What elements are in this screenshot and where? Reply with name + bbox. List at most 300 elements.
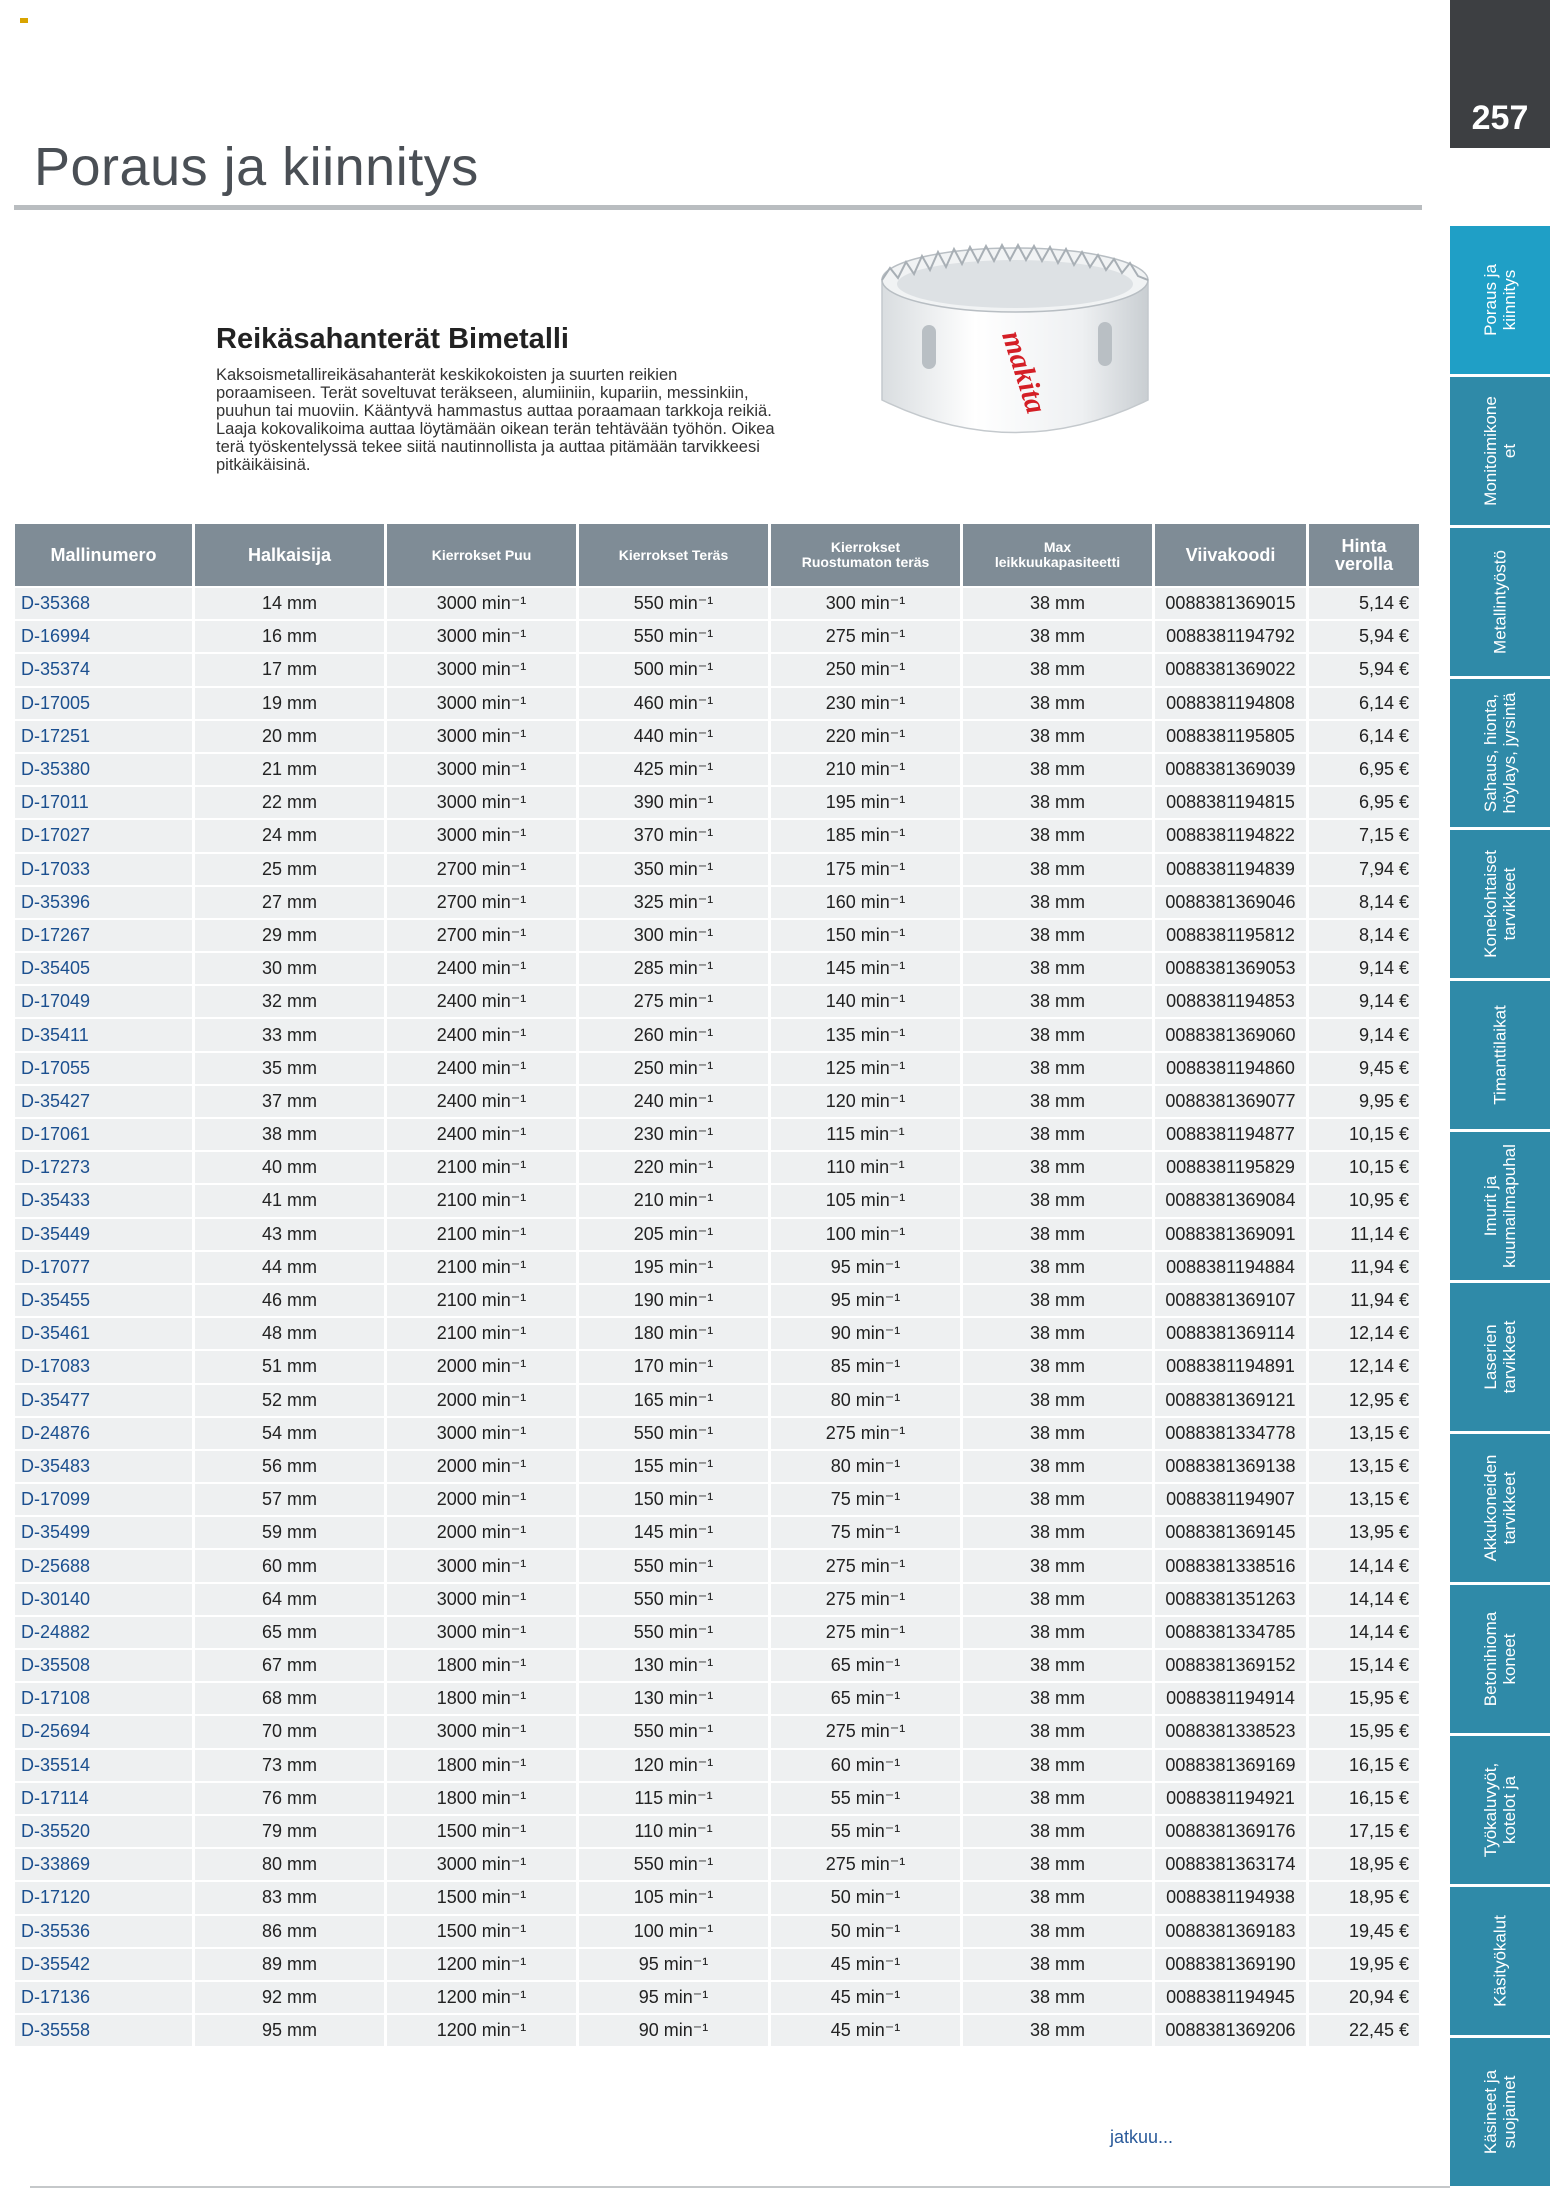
col-rpm-steel-cell: 550 min⁻¹ [579,621,768,652]
sidebar-tab[interactable] [1450,1434,1550,1582]
col-rpm-steel-cell: 190 min⁻¹ [579,1285,768,1316]
col-rpm-stainless-cell: 75 min⁻¹ [771,1517,960,1548]
col-max-capacity-cell: 38 mm [963,1949,1152,1980]
col-max-capacity-cell: 38 mm [963,1318,1152,1349]
header-col-diameter: Halkaisija [195,524,384,586]
sidebar-tab-label: Akkukoneiden tarvikkeet [1481,1454,1519,1562]
col-model-cell[interactable]: D-17136 [15,1982,192,2013]
col-max-capacity-cell: 38 mm [963,754,1152,785]
col-rpm-stainless-cell: 100 min⁻¹ [771,1219,960,1250]
corner-mark [20,18,28,23]
col-diameter-cell: 22 mm [195,787,384,818]
col-max-capacity-cell: 38 mm [963,820,1152,851]
col-model-cell[interactable]: D-35396 [15,887,192,918]
col-barcode-cell: 0088381195812 [1155,920,1306,951]
col-model-cell[interactable]: D-17083 [15,1351,192,1382]
col-max-capacity-cell: 38 mm [963,1750,1152,1781]
col-model-cell[interactable]: D-35427 [15,1086,192,1117]
table-row [15,688,1419,719]
col-price-cell: 5,94 € [1309,621,1419,652]
col-diameter-cell: 64 mm [195,1584,384,1615]
sidebar-tab[interactable] [1450,679,1550,827]
col-max-capacity-cell: 38 mm [963,1185,1152,1216]
col-rpm-stainless-cell: 275 min⁻¹ [771,1716,960,1747]
col-model-cell[interactable]: D-35542 [15,1949,192,1980]
col-barcode-cell: 0088381194808 [1155,688,1306,719]
table-row [15,1617,1419,1648]
col-rpm-wood-cell: 2400 min⁻¹ [387,986,576,1017]
table-row [15,1882,1419,1913]
col-max-capacity-cell: 38 mm [963,1816,1152,1847]
col-price-cell: 22,45 € [1309,2015,1419,2046]
col-price-cell: 9,45 € [1309,1053,1419,1084]
table-row [15,986,1419,1017]
sidebar-tab[interactable] [1450,1132,1550,1280]
col-model-cell[interactable]: D-35433 [15,1185,192,1216]
sidebar-tab[interactable] [1450,830,1550,978]
col-rpm-steel-cell: 240 min⁻¹ [579,1086,768,1117]
col-rpm-stainless-cell: 55 min⁻¹ [771,1783,960,1814]
col-model-cell[interactable]: D-17251 [15,721,192,752]
col-model-cell[interactable]: D-35449 [15,1219,192,1250]
product-table [12,522,1422,2048]
col-price-cell: 15,95 € [1309,1716,1419,1747]
table-row [15,1152,1419,1183]
col-rpm-stainless-cell: 220 min⁻¹ [771,721,960,752]
col-barcode-cell: 0088381194822 [1155,820,1306,851]
col-price-cell: 13,15 € [1309,1484,1419,1515]
col-rpm-steel-cell: 95 min⁻¹ [579,1982,768,2013]
col-rpm-wood-cell: 3000 min⁻¹ [387,654,576,685]
col-rpm-steel-cell: 350 min⁻¹ [579,854,768,885]
col-diameter-cell: 52 mm [195,1385,384,1416]
col-model-cell[interactable]: D-17027 [15,820,192,851]
col-barcode-cell: 0088381194860 [1155,1053,1306,1084]
col-rpm-steel-cell: 195 min⁻¹ [579,1252,768,1283]
col-rpm-stainless-cell: 140 min⁻¹ [771,986,960,1017]
table-row [15,1451,1419,1482]
col-price-cell: 11,94 € [1309,1252,1419,1283]
sidebar-tab[interactable] [1450,1585,1550,1733]
col-rpm-wood-cell: 2100 min⁻¹ [387,1252,576,1283]
col-rpm-wood-cell: 1800 min⁻¹ [387,1650,576,1681]
col-rpm-stainless-cell: 275 min⁻¹ [771,1849,960,1880]
col-max-capacity-cell: 38 mm [963,621,1152,652]
col-max-capacity-cell: 38 mm [963,1650,1152,1681]
col-rpm-steel-cell: 150 min⁻¹ [579,1484,768,1515]
table-row [15,820,1419,851]
col-rpm-stainless-cell: 135 min⁻¹ [771,1019,960,1050]
col-rpm-wood-cell: 2400 min⁻¹ [387,1119,576,1150]
col-price-cell: 10,95 € [1309,1185,1419,1216]
col-model-cell[interactable]: D-35558 [15,2015,192,2046]
col-max-capacity-cell: 38 mm [963,1053,1152,1084]
col-model-cell[interactable]: D-17120 [15,1882,192,1913]
col-barcode-cell: 0088381334785 [1155,1617,1306,1648]
col-diameter-cell: 89 mm [195,1949,384,1980]
col-rpm-steel-cell: 500 min⁻¹ [579,654,768,685]
col-model-cell[interactable]: D-35455 [15,1285,192,1316]
col-rpm-steel-cell: 170 min⁻¹ [579,1351,768,1382]
col-max-capacity-cell: 38 mm [963,1451,1152,1482]
col-max-capacity-cell: 38 mm [963,1484,1152,1515]
header-col-price: Hinta verolla [1309,524,1419,586]
col-max-capacity-cell: 38 mm [963,721,1152,752]
sidebar-tab-label: Käsineet ja suojaimet [1481,2069,1519,2155]
col-max-capacity-cell: 38 mm [963,1418,1152,1449]
col-rpm-stainless-cell: 45 min⁻¹ [771,1982,960,2013]
sidebar-tab[interactable] [1450,1736,1550,1884]
col-rpm-stainless-cell: 275 min⁻¹ [771,1617,960,1648]
col-price-cell: 19,95 € [1309,1949,1419,1980]
table-row [15,588,1419,619]
col-max-capacity-cell: 38 mm [963,1119,1152,1150]
col-rpm-stainless-cell: 95 min⁻¹ [771,1285,960,1316]
col-diameter-cell: 43 mm [195,1219,384,1250]
col-model-cell[interactable]: D-35477 [15,1385,192,1416]
col-barcode-cell: 0088381351263 [1155,1584,1306,1615]
table-row [15,721,1419,752]
col-rpm-wood-cell: 3000 min⁻¹ [387,1849,576,1880]
col-diameter-cell: 30 mm [195,953,384,984]
sidebar-tab-label: Poraus ja kiinnitys [1481,264,1519,336]
col-price-cell: 6,95 € [1309,787,1419,818]
col-price-cell: 9,95 € [1309,1086,1419,1117]
col-model-cell[interactable]: D-17005 [15,688,192,719]
col-max-capacity-cell: 38 mm [963,654,1152,685]
col-diameter-cell: 54 mm [195,1418,384,1449]
table-row [15,1285,1419,1316]
col-diameter-cell: 38 mm [195,1119,384,1150]
sidebar-tab[interactable] [1450,1283,1550,1431]
col-price-cell: 11,94 € [1309,1285,1419,1316]
col-rpm-stainless-cell: 250 min⁻¹ [771,654,960,685]
table-body [15,588,1419,2046]
col-rpm-wood-cell: 3000 min⁻¹ [387,787,576,818]
col-model-cell[interactable]: D-17114 [15,1783,192,1814]
col-price-cell: 9,14 € [1309,986,1419,1017]
col-model-cell[interactable]: D-35368 [15,588,192,619]
col-max-capacity-cell: 38 mm [963,1716,1152,1747]
table-row [15,754,1419,785]
sidebar-tab[interactable] [1450,2038,1550,2186]
col-model-cell[interactable]: D-24876 [15,1418,192,1449]
col-model-cell[interactable]: D-17108 [15,1683,192,1714]
col-price-cell: 5,14 € [1309,588,1419,619]
col-diameter-cell: 33 mm [195,1019,384,1050]
col-barcode-cell: 0088381338516 [1155,1550,1306,1581]
col-rpm-stainless-cell: 150 min⁻¹ [771,920,960,951]
col-barcode-cell: 0088381369053 [1155,953,1306,984]
col-diameter-cell: 59 mm [195,1517,384,1548]
table-row [15,1849,1419,1880]
page-number: 257 [1471,99,1529,137]
col-model-cell[interactable]: D-25688 [15,1550,192,1581]
col-price-cell: 18,95 € [1309,1849,1419,1880]
col-diameter-cell: 44 mm [195,1252,384,1283]
sidebar-tab[interactable] [1450,226,1550,374]
col-model-cell[interactable]: D-35514 [15,1750,192,1781]
sidebar-tab-label: Käsityökalut [1490,1915,1510,2007]
col-max-capacity-cell: 38 mm [963,1152,1152,1183]
col-rpm-steel-cell: 155 min⁻¹ [579,1451,768,1482]
col-rpm-wood-cell: 2000 min⁻¹ [387,1451,576,1482]
col-model-cell[interactable]: D-35508 [15,1650,192,1681]
table-row [15,1385,1419,1416]
col-max-capacity-cell: 38 mm [963,588,1152,619]
col-rpm-wood-cell: 3000 min⁻¹ [387,1584,576,1615]
table-row [15,1716,1419,1747]
sidebar-tab[interactable] [1450,1887,1550,2035]
col-diameter-cell: 35 mm [195,1053,384,1084]
col-barcode-cell: 0088381194815 [1155,787,1306,818]
col-rpm-steel-cell: 95 min⁻¹ [579,1949,768,1980]
col-model-cell[interactable]: D-35536 [15,1916,192,1947]
col-model-cell[interactable]: D-30140 [15,1584,192,1615]
col-rpm-steel-cell: 390 min⁻¹ [579,787,768,818]
col-max-capacity-cell: 38 mm [963,1916,1152,1947]
product-brand-logo: makita [995,326,1053,418]
col-rpm-wood-cell: 1500 min⁻¹ [387,1816,576,1847]
header-col-barcode: Viivakoodi [1155,524,1306,586]
col-model-cell[interactable]: D-17077 [15,1252,192,1283]
col-model-cell[interactable]: D-24882 [15,1617,192,1648]
col-rpm-steel-cell: 115 min⁻¹ [579,1783,768,1814]
col-diameter-cell: 40 mm [195,1152,384,1183]
col-barcode-cell: 0088381194853 [1155,986,1306,1017]
sidebar-tab[interactable] [1450,528,1550,676]
col-model-cell[interactable]: D-33869 [15,1849,192,1880]
col-rpm-steel-cell: 250 min⁻¹ [579,1053,768,1084]
sidebar-tab[interactable] [1450,981,1550,1129]
table-row [15,1086,1419,1117]
col-price-cell: 14,14 € [1309,1550,1419,1581]
col-model-cell[interactable]: D-17033 [15,854,192,885]
col-barcode-cell: 0088381194839 [1155,854,1306,885]
col-model-cell[interactable]: D-17267 [15,920,192,951]
col-max-capacity-cell: 38 mm [963,1584,1152,1615]
col-rpm-stainless-cell: 105 min⁻¹ [771,1185,960,1216]
col-model-cell[interactable]: D-35461 [15,1318,192,1349]
col-price-cell: 12,14 € [1309,1318,1419,1349]
table-row [15,1185,1419,1216]
col-max-capacity-cell: 38 mm [963,1086,1152,1117]
col-diameter-cell: 67 mm [195,1650,384,1681]
col-barcode-cell: 0088381194921 [1155,1783,1306,1814]
col-price-cell: 16,15 € [1309,1750,1419,1781]
table-row [15,1683,1419,1714]
col-price-cell: 12,95 € [1309,1385,1419,1416]
col-diameter-cell: 80 mm [195,1849,384,1880]
col-rpm-steel-cell: 260 min⁻¹ [579,1019,768,1050]
col-price-cell: 20,94 € [1309,1982,1419,2013]
col-diameter-cell: 19 mm [195,688,384,719]
col-rpm-wood-cell: 2100 min⁻¹ [387,1185,576,1216]
product-title: Reikäsahanterät Bimetalli [216,323,569,355]
col-rpm-steel-cell: 130 min⁻¹ [579,1650,768,1681]
col-price-cell: 19,45 € [1309,1916,1419,1947]
col-rpm-stainless-cell: 50 min⁻¹ [771,1882,960,1913]
sidebar-tab-label: Sahaus, hionta, höylays, jyrsintä [1481,692,1519,814]
col-max-capacity-cell: 38 mm [963,1252,1152,1283]
col-barcode-cell: 0088381369077 [1155,1086,1306,1117]
col-barcode-cell: 0088381194792 [1155,621,1306,652]
col-barcode-cell: 0088381194891 [1155,1351,1306,1382]
col-price-cell: 13,15 € [1309,1451,1419,1482]
col-rpm-stainless-cell: 110 min⁻¹ [771,1152,960,1183]
table-row [15,1750,1419,1781]
col-rpm-steel-cell: 100 min⁻¹ [579,1916,768,1947]
table-header-row [15,524,1419,586]
col-model-cell[interactable]: D-35520 [15,1816,192,1847]
table-row [15,2015,1419,2046]
col-diameter-cell: 68 mm [195,1683,384,1714]
col-rpm-wood-cell: 3000 min⁻¹ [387,588,576,619]
col-max-capacity-cell: 38 mm [963,1285,1152,1316]
col-rpm-steel-cell: 205 min⁻¹ [579,1219,768,1250]
col-diameter-cell: 20 mm [195,721,384,752]
table-row [15,1418,1419,1449]
col-rpm-stainless-cell: 115 min⁻¹ [771,1119,960,1150]
header-col-model: Mallinumero [15,524,192,586]
col-price-cell: 9,14 € [1309,1019,1419,1050]
col-rpm-wood-cell: 2700 min⁻¹ [387,887,576,918]
table-row [15,1584,1419,1615]
col-diameter-cell: 65 mm [195,1617,384,1648]
col-rpm-steel-cell: 550 min⁻¹ [579,1849,768,1880]
col-rpm-stainless-cell: 185 min⁻¹ [771,820,960,851]
col-price-cell: 13,95 € [1309,1517,1419,1548]
col-barcode-cell: 0088381363174 [1155,1849,1306,1880]
col-barcode-cell: 0088381369022 [1155,654,1306,685]
col-model-cell[interactable]: D-35380 [15,754,192,785]
col-rpm-steel-cell: 145 min⁻¹ [579,1517,768,1548]
col-barcode-cell: 0088381194884 [1155,1252,1306,1283]
col-model-cell[interactable]: D-35405 [15,953,192,984]
col-barcode-cell: 0088381369091 [1155,1219,1306,1250]
col-rpm-stainless-cell: 80 min⁻¹ [771,1451,960,1482]
col-rpm-stainless-cell: 300 min⁻¹ [771,588,960,619]
col-rpm-stainless-cell: 65 min⁻¹ [771,1650,960,1681]
col-model-cell[interactable]: D-17061 [15,1119,192,1150]
col-rpm-wood-cell: 2000 min⁻¹ [387,1517,576,1548]
col-rpm-steel-cell: 550 min⁻¹ [579,588,768,619]
col-model-cell[interactable]: D-17055 [15,1053,192,1084]
col-max-capacity-cell: 38 mm [963,1219,1152,1250]
col-model-cell[interactable]: D-17011 [15,787,192,818]
col-rpm-stainless-cell: 145 min⁻¹ [771,953,960,984]
table-row [15,1650,1419,1681]
col-rpm-wood-cell: 3000 min⁻¹ [387,1550,576,1581]
col-max-capacity-cell: 38 mm [963,688,1152,719]
col-model-cell[interactable]: D-35374 [15,654,192,685]
col-model-cell[interactable]: D-25694 [15,1716,192,1747]
col-price-cell: 8,14 € [1309,887,1419,918]
col-model-cell[interactable]: D-35411 [15,1019,192,1050]
col-rpm-wood-cell: 2400 min⁻¹ [387,1086,576,1117]
col-model-cell[interactable]: D-17099 [15,1484,192,1515]
col-rpm-stainless-cell: 275 min⁻¹ [771,1418,960,1449]
sidebar-tab[interactable] [1450,377,1550,525]
col-rpm-wood-cell: 2100 min⁻¹ [387,1318,576,1349]
col-model-cell[interactable]: D-16994 [15,621,192,652]
table-row [15,1484,1419,1515]
col-rpm-stainless-cell: 50 min⁻¹ [771,1916,960,1947]
col-price-cell: 5,94 € [1309,654,1419,685]
col-diameter-cell: 57 mm [195,1484,384,1515]
header-col-rpm-steel: Kierrokset Teräs [579,524,768,586]
col-rpm-wood-cell: 2400 min⁻¹ [387,1053,576,1084]
table-row [15,854,1419,885]
col-model-cell[interactable]: D-35483 [15,1451,192,1482]
col-rpm-stainless-cell: 175 min⁻¹ [771,854,960,885]
col-diameter-cell: 25 mm [195,854,384,885]
col-barcode-cell: 0088381369084 [1155,1185,1306,1216]
table-row [15,1351,1419,1382]
col-model-cell[interactable]: D-35499 [15,1517,192,1548]
col-price-cell: 17,15 € [1309,1816,1419,1847]
section-sidebar [1450,226,1550,2189]
col-diameter-cell: 21 mm [195,754,384,785]
col-rpm-stainless-cell: 125 min⁻¹ [771,1053,960,1084]
col-barcode-cell: 0088381194938 [1155,1882,1306,1913]
col-max-capacity-cell: 38 mm [963,920,1152,951]
col-rpm-wood-cell: 3000 min⁻¹ [387,621,576,652]
col-rpm-steel-cell: 90 min⁻¹ [579,2015,768,2046]
col-rpm-wood-cell: 2100 min⁻¹ [387,1219,576,1250]
col-price-cell: 7,15 € [1309,820,1419,851]
col-rpm-steel-cell: 550 min⁻¹ [579,1617,768,1648]
col-rpm-steel-cell: 230 min⁻¹ [579,1119,768,1150]
col-barcode-cell: 0088381369152 [1155,1650,1306,1681]
col-max-capacity-cell: 38 mm [963,953,1152,984]
col-rpm-steel-cell: 120 min⁻¹ [579,1750,768,1781]
col-diameter-cell: 29 mm [195,920,384,951]
col-rpm-wood-cell: 3000 min⁻¹ [387,1418,576,1449]
col-rpm-steel-cell: 285 min⁻¹ [579,953,768,984]
col-rpm-steel-cell: 220 min⁻¹ [579,1152,768,1183]
col-rpm-wood-cell: 2000 min⁻¹ [387,1484,576,1515]
col-rpm-wood-cell: 3000 min⁻¹ [387,1617,576,1648]
col-barcode-cell: 0088381369145 [1155,1517,1306,1548]
col-barcode-cell: 0088381369183 [1155,1916,1306,1947]
col-diameter-cell: 48 mm [195,1318,384,1349]
col-rpm-stainless-cell: 195 min⁻¹ [771,787,960,818]
col-barcode-cell: 0088381369107 [1155,1285,1306,1316]
col-rpm-wood-cell: 1800 min⁻¹ [387,1783,576,1814]
col-rpm-steel-cell: 550 min⁻¹ [579,1550,768,1581]
table-row [15,1916,1419,1947]
sidebar-tab-label: Metallintyöstö [1490,550,1510,654]
col-barcode-cell: 0088381194945 [1155,1982,1306,2013]
col-rpm-steel-cell: 550 min⁻¹ [579,1584,768,1615]
col-rpm-stainless-cell: 275 min⁻¹ [771,621,960,652]
col-rpm-steel-cell: 550 min⁻¹ [579,1716,768,1747]
product-description: Kaksoismetallireikäsahanterät keskikokoisten ja suurten reikien poraamiseen. Terät soveltuvat teräkseen, alumiiniin, kupariin, messinkiin, puuhun tai muoviin. Kääntyvä hammastus auttaa poraamaan tarkkoja reikiä. Laaja kokovalikoima auttaa löytämään oikean terän tehtävään työhön. Oikea terä työskentelyssä tekee siitä nautinnollista ja auttaa pitämään tarvikkeesi pitkäikäisinä. [216,366,775,474]
table-row [15,621,1419,652]
sidebar-tab-label: Monitoimikone et [1481,396,1519,506]
col-rpm-steel-cell: 180 min⁻¹ [579,1318,768,1349]
col-diameter-cell: 32 mm [195,986,384,1017]
col-price-cell: 10,15 € [1309,1152,1419,1183]
col-diameter-cell: 92 mm [195,1982,384,2013]
col-diameter-cell: 46 mm [195,1285,384,1316]
col-price-cell: 13,15 € [1309,1418,1419,1449]
col-model-cell[interactable]: D-17273 [15,1152,192,1183]
hole-saw-image [870,240,1160,460]
col-model-cell[interactable]: D-17049 [15,986,192,1017]
col-diameter-cell: 16 mm [195,621,384,652]
